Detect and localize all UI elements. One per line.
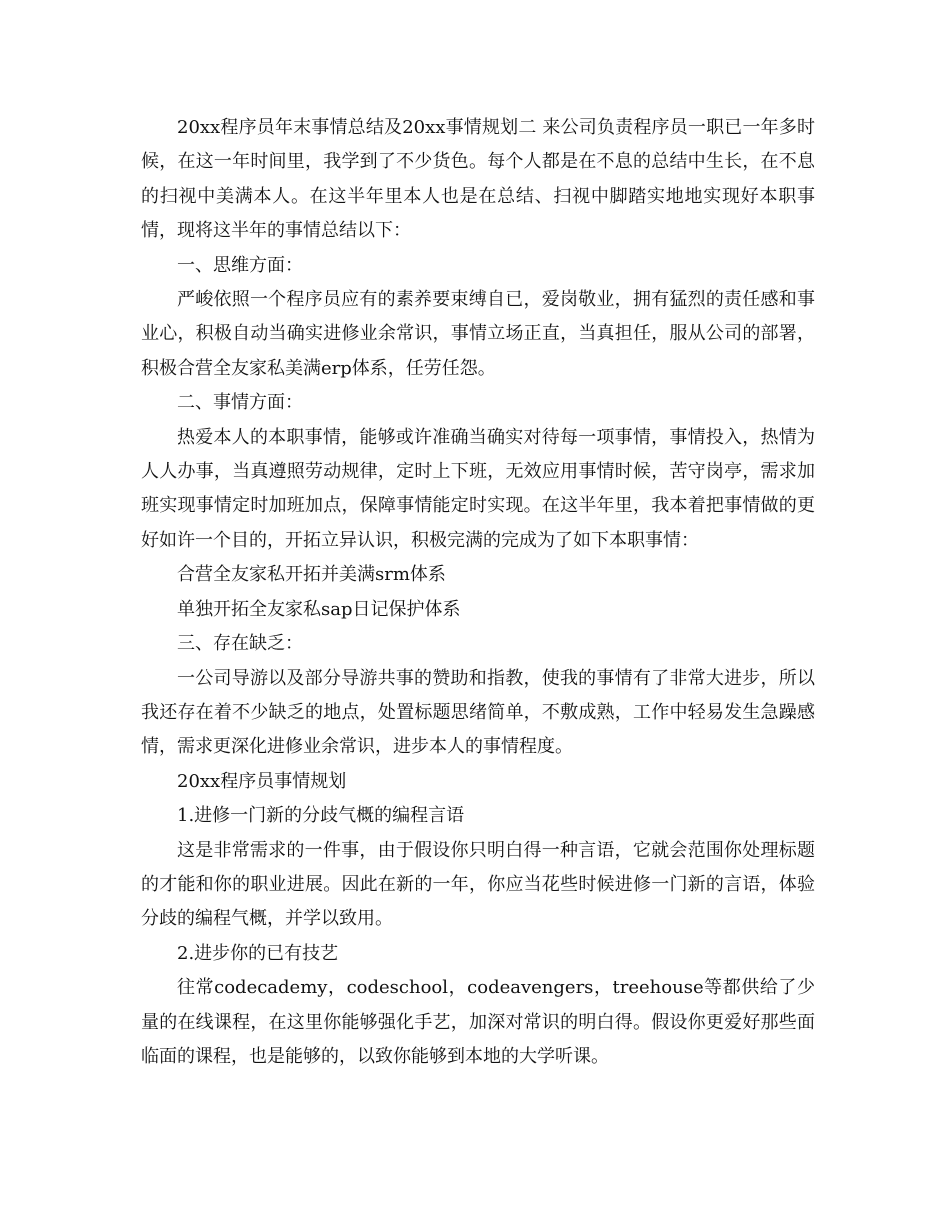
plan-item-1-heading: 1.进修一门新的分歧气概的编程言语 xyxy=(177,805,465,827)
document-page xyxy=(141,111,815,1074)
plan-heading: 20xx程序员事情规划 xyxy=(177,770,347,792)
section-heading-work: 二、事情方面： xyxy=(177,392,303,414)
shortcomings-paragraph: 一公司导游以及部分导游共事的赞助和指教，使我的事情有了非常大进步，所以我还存在着不少缺乏的地点，处置标题思绪简单，不敷成熟，工作中轻易发生急躁感情，需求更深化进修业余常识，进步本人的事情程度。 xyxy=(141,667,815,758)
intro-paragraph: 20xx程序员年末事情总结及20xx事情规划二 来公司负责程序员一职已一年多时候，在这一年时间里，我学到了不少货色。每个人都是在不息的总结中生长，在不息的扫视中美满本人。在这半年里本人也是在总结、扫视中脚踏实地地实现好本职事情，现将这半年的事情总结以下： xyxy=(141,117,815,242)
plan-item-1-paragraph: 这是非常需求的一件事，由于假设你只明白得一种言语，它就会范围你处理标题的才能和你的职业进展。因此在新的一年，你应当花些时候进修一门新的言语，体验分歧的编程气概，并学以致用。 xyxy=(141,839,815,930)
section-heading-thinking: 一、思维方面： xyxy=(177,254,303,276)
work-item-sap: 单独开拓全友家私sap日记保护体系 xyxy=(177,598,461,620)
section-heading-shortcomings: 三、存在缺乏： xyxy=(177,633,303,655)
thinking-paragraph: 严峻依照一个程序员应有的素养要束缚自已，爱岗敬业，拥有猛烈的责任感和事业心，积极自动当确实进修业余常识，事情立场正直，当真担任，服从公司的部署，积极合营全友家私美满erp体系，任劳任怨。 xyxy=(141,289,815,379)
plan-item-2-paragraph: 往常codecademy，codeschool，codeavengers，treehouse等都供给了少量的在线课程，在这里你能够强化手艺，加深对常识的明白得。假设你更爱好那些面临面的课程，也是能够的，以致你能够到本地的大学听课。 xyxy=(141,977,815,1067)
work-item-srm: 合营全友家私开拓并美满srm体系 xyxy=(177,564,446,586)
plan-item-2-heading: 2.进步你的已有技艺 xyxy=(177,942,339,964)
work-paragraph: 热爱本人的本职事情，能够或许准确当确实对待每一项事情，事情投入，热情为人人办事，当真遵照劳动规律，定时上下班，无效应用事情时候，苦守岗亭，需求加班实现事情定时加班加点，保障事情能定时实现。在这半年里，我本着把事情做的更好如许一个目的，开拓立异认识，积极完满的完成为了如下本职事情： xyxy=(141,426,815,551)
